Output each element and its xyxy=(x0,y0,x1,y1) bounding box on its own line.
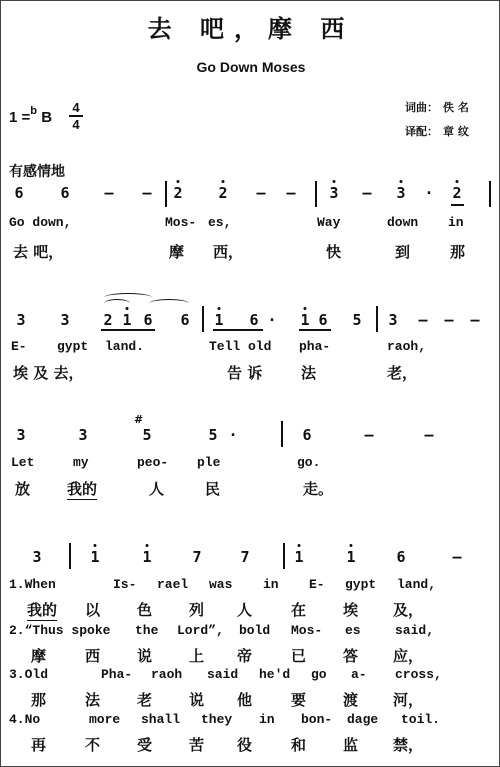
lyric-cn: 应， xyxy=(393,647,424,665)
flat-sign: b xyxy=(30,105,38,117)
dash: – xyxy=(286,184,296,202)
lyric-cn: 和 xyxy=(291,736,307,754)
lyric-en: Way xyxy=(317,215,341,230)
lyric-en: was xyxy=(209,577,233,592)
lyric-cn: 苦 xyxy=(189,736,205,754)
lyric-cn: 再 xyxy=(31,736,47,754)
lyric-en: es xyxy=(345,623,361,638)
barline xyxy=(489,181,491,207)
lyric-en: said xyxy=(207,667,239,682)
note: 7 xyxy=(192,548,202,566)
lyric-en: he'd xyxy=(259,667,291,682)
sharp-sign: # xyxy=(134,413,144,426)
lyric-cn: 告 诉 xyxy=(227,364,263,382)
note: 1 xyxy=(142,548,152,566)
lyric-en: they xyxy=(201,712,233,727)
note: 2 xyxy=(452,184,462,202)
lyric-cn: 色 xyxy=(137,601,153,619)
barline xyxy=(283,543,285,569)
slur xyxy=(104,299,130,308)
lyric-en: 3.Old xyxy=(9,667,49,682)
barline xyxy=(202,306,204,332)
underline xyxy=(299,329,331,331)
dash: – xyxy=(418,311,428,329)
lyric-en: Let xyxy=(11,455,35,470)
lyric-en: pha- xyxy=(299,339,331,354)
meter-top: 4 xyxy=(72,100,80,115)
note: 6 xyxy=(143,311,153,329)
key-prefix: 1 = xyxy=(9,109,31,126)
lyric-en: land. xyxy=(105,339,145,354)
lyric-en: rael xyxy=(157,577,189,592)
lyric-en: es, xyxy=(208,215,232,230)
dot: · xyxy=(424,184,434,202)
lyric-cn: 役 xyxy=(237,736,253,754)
lyric-cn: 法 xyxy=(85,691,101,709)
dash: – xyxy=(362,184,372,202)
lyric-en: Is- xyxy=(113,577,137,592)
lyric-cn: 他 xyxy=(237,691,253,709)
time-signature xyxy=(69,101,83,131)
note: 5 xyxy=(208,426,218,444)
lyric-cn: 埃 及 去， xyxy=(13,364,84,382)
lyric-cn: 老 xyxy=(137,691,153,709)
slur xyxy=(149,299,189,308)
credit-value: 章 纹 xyxy=(443,125,469,138)
lyric-cn: 禁， xyxy=(393,736,424,754)
lyric-en: dage xyxy=(347,712,379,727)
lyric-en: Mos- xyxy=(165,215,197,230)
note: 6 xyxy=(302,426,312,444)
underline xyxy=(213,329,263,331)
note: 3 xyxy=(329,184,339,202)
note: 2 xyxy=(173,184,183,202)
note: 3 xyxy=(16,311,26,329)
lyric-en: Mos- xyxy=(291,623,323,638)
lyric-en: ple xyxy=(197,455,221,470)
lyric-cn: 渡 xyxy=(343,691,359,709)
lyric-en: 2.“Thus spoke xyxy=(9,623,111,638)
barline xyxy=(69,543,71,569)
lyric-en: raoh xyxy=(151,667,183,682)
lyric-cn: 人 xyxy=(149,480,165,498)
lyric-en: shall xyxy=(141,712,181,727)
lyric-cn: 说 xyxy=(137,647,153,665)
note: 1 xyxy=(346,548,356,566)
note: 6 xyxy=(396,548,406,566)
lyric-en: gypt xyxy=(345,577,377,592)
barline xyxy=(376,306,378,332)
dash: – xyxy=(424,426,434,444)
note: 3 xyxy=(78,426,88,444)
lyric-cn: 说 xyxy=(189,691,205,709)
underline xyxy=(101,329,155,331)
note: 6 xyxy=(14,184,24,202)
lyric-cn: 监 xyxy=(343,736,359,754)
lyric-en: bon- xyxy=(301,712,333,727)
lyric-cn: 那 xyxy=(450,243,466,261)
note: 2 xyxy=(218,184,228,202)
dash: – xyxy=(364,426,374,444)
credit-label: 译配： xyxy=(405,125,438,138)
lyric-en: E- xyxy=(11,339,27,354)
note: 1 xyxy=(300,311,310,329)
note: 3 xyxy=(388,311,398,329)
lyric-cn: 西 xyxy=(85,647,101,665)
lyric-en: 1.When xyxy=(9,577,56,592)
lyric-cn: 答 xyxy=(343,647,359,665)
lyric-en: go. xyxy=(297,455,321,470)
lyric-en: my xyxy=(73,455,89,470)
meter-bottom: 4 xyxy=(72,116,80,132)
key-signature xyxy=(9,105,53,126)
barline xyxy=(165,181,167,207)
dot: · xyxy=(228,426,238,444)
lyric-cn: 法 xyxy=(301,364,317,382)
lyric-cn: 帝 xyxy=(237,647,253,665)
note: 5 xyxy=(352,311,362,329)
lyric-en: the xyxy=(135,623,159,638)
lyric-cn: 已 xyxy=(291,647,307,665)
lyric-en: land, xyxy=(397,577,437,592)
note: 3 xyxy=(396,184,406,202)
note: 6 xyxy=(60,184,70,202)
lyric-cn: 那 xyxy=(31,691,47,709)
song-title: 去 吧，摩 西 xyxy=(147,14,355,43)
lyric-cn: 放 xyxy=(15,480,31,498)
note: 1 xyxy=(90,548,100,566)
lyric-en: raoh, xyxy=(387,339,427,354)
lyric-en: more xyxy=(89,712,121,727)
lyric-cn: 老， xyxy=(387,364,418,382)
note: 1 xyxy=(294,548,304,566)
lyric-cn: 在 xyxy=(291,601,307,619)
lyric-cn: 河， xyxy=(393,691,424,709)
lyric-en: 4.No xyxy=(9,712,41,727)
note: 6 xyxy=(249,311,259,329)
lyric-cn: 到 xyxy=(395,243,411,261)
lyric-en: in xyxy=(259,712,275,727)
lyric-en: peo- xyxy=(137,455,169,470)
lyric-en: Pha- xyxy=(101,667,133,682)
lyric-cn: 摩 xyxy=(31,647,47,665)
note: 2 xyxy=(103,311,113,329)
barline xyxy=(281,421,283,447)
lyric-en: Tell old xyxy=(209,339,272,354)
dash: – xyxy=(256,184,266,202)
song-subtitle: Go Down Moses xyxy=(196,59,306,75)
underline xyxy=(451,204,464,206)
note: 5 xyxy=(142,426,152,444)
lyric-cn: 上 xyxy=(189,647,205,665)
note: 1 xyxy=(122,311,132,329)
lyric-en: a- xyxy=(351,667,367,682)
lyric-cn: 人 xyxy=(237,601,253,619)
dot: · xyxy=(267,311,277,329)
lyric-en: bold xyxy=(239,623,271,638)
credit-lyrics xyxy=(405,99,469,115)
lyric-cn: 摩 xyxy=(169,243,185,261)
lyric-en: said, xyxy=(395,623,435,638)
dash: – xyxy=(444,311,454,329)
note: 3 xyxy=(60,311,70,329)
note: 1 xyxy=(214,311,224,329)
lyric-cn: 及， xyxy=(393,601,424,619)
tempo-marking: 有感情地 xyxy=(9,164,65,180)
lyric-cn: 走。 xyxy=(303,480,334,498)
dash: – xyxy=(452,548,462,566)
lyric-en: toil. xyxy=(401,712,441,727)
lyric-en: in xyxy=(448,215,464,230)
dash: – xyxy=(470,311,480,329)
lyric-en: go xyxy=(311,667,327,682)
lyric-en: down xyxy=(387,215,419,230)
lyric-cn: 我的 xyxy=(67,480,98,498)
lyric-en: gypt xyxy=(57,339,89,354)
lyric-en: Go down, xyxy=(9,215,72,230)
lyric-en: cross, xyxy=(395,667,442,682)
lyric-cn: 快 xyxy=(326,243,342,261)
dash: – xyxy=(142,184,152,202)
barline xyxy=(315,181,317,207)
lyric-en: Lord”, xyxy=(177,623,224,638)
lyric-cn: 以 xyxy=(85,601,101,619)
key-note: B xyxy=(41,109,53,126)
lyric-en: E- xyxy=(309,577,325,592)
credit-label: 词曲： xyxy=(405,101,438,114)
note: 6 xyxy=(180,311,190,329)
credit-arrangement xyxy=(405,123,469,139)
lyric-cn: 受 xyxy=(137,736,153,754)
note: 7 xyxy=(240,548,250,566)
lyric-cn: 列 xyxy=(189,601,205,619)
dash: – xyxy=(104,184,114,202)
note: 3 xyxy=(16,426,26,444)
lyric-cn: 我的 xyxy=(27,601,58,619)
note: 3 xyxy=(32,548,42,566)
lyric-cn: 民 xyxy=(205,480,221,498)
lyric-cn: 不 xyxy=(85,736,101,754)
credit-value: 佚 名 xyxy=(443,101,469,114)
lyric-en: in xyxy=(263,577,279,592)
lyric-cn: 去 吧， xyxy=(13,243,64,261)
lyric-cn: 西， xyxy=(213,243,244,261)
note: 6 xyxy=(318,311,328,329)
lyric-cn: 要 xyxy=(291,691,307,709)
lyric-cn: 埃 xyxy=(343,601,359,619)
